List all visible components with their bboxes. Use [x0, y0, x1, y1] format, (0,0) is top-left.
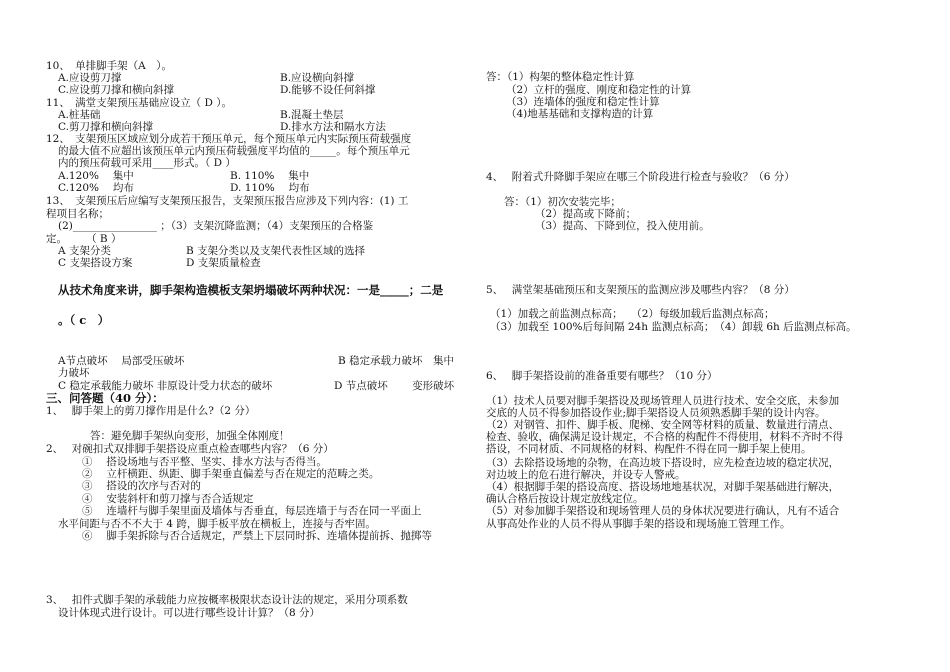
left-text-line: 10、 单排脚手架（A ）。 [46, 60, 172, 72]
right-text-line: （3）连墙体的强度和稳定性计算 [506, 96, 660, 108]
right-text-line: 5、 满堂架基础预压和支架预压的监测应涉及哪些内容？（8 分） [486, 284, 795, 296]
left-text-line: A 支架分类 [58, 245, 111, 257]
left-text-line: B. 110% 集中 [230, 170, 310, 182]
right-text-line: 搭设，不同材质、不同规格的材料、构配件不得在同一脚手架上使用。 [486, 443, 812, 455]
left-text-line: B.混凝土垫层 [280, 109, 344, 121]
right-text-line: （3）提高、下降到位，投入使用前。 [535, 220, 710, 232]
left-text-line: (2)________________ ；（3）支架沉降监测；（4）支架预压的合格鉴 [58, 220, 374, 232]
left-text-line: 设计体现式进行设计。可以进行哪些设计计算？（8 分） [58, 607, 321, 619]
left-text-line: D. 110% 均布 [230, 182, 310, 194]
left-text-line: 。（ c ） [58, 313, 110, 327]
left-text-line: 12、 支架预压区域应划分成若干预压单元，每个预压单元内实际预压荷载强度 [46, 133, 412, 145]
left-text-line: 三、问答题（40 分）： [46, 391, 164, 405]
left-text-line: 水平间距与否不不大于 4 跨，脚手板平放在横板上，连接与否牢固。 [58, 518, 376, 530]
right-text-line: （2）对钢管、扣件、脚手板、爬梯、安全网等材料的质量、数量进行清点、 [486, 419, 840, 431]
left-text-line: 内的预压荷载可采用____形式。（ D ） [58, 157, 236, 169]
left-text-line: 1、 脚手架上的剪刀撑作用是什么?（2 分） [46, 405, 256, 417]
left-text-line: 的最大值不应超出该预压单元内预压荷载强度平均值的_____。每个预压单元 [58, 145, 410, 157]
left-text-line: ⑥ 脚手架拆除与否合适规定，严禁上下层同时拆、连墙体提前拆、抛掷等 [82, 530, 432, 542]
left-text-line: 答：避免脚手架纵向变形，加强全体刚度！ [90, 430, 290, 442]
left-text-line: D 节点破坏 变形破坏 [334, 380, 455, 392]
right-text-line: 检查、验收，确保满足设计规定，不合格的构配件不得使用，材料不齐时不得 [486, 431, 843, 443]
left-text-line: 力破坏 [58, 367, 90, 379]
left-text-line: 2、 对碗扣式双排脚手架搭设应重点检查哪些内容？（6 分） [46, 443, 334, 455]
right-text-line: 答：（1）构架的整体稳定性计算 [486, 71, 635, 83]
left-text-line: C.应设剪刀撑和横向斜撑 [58, 84, 174, 96]
left-text-line: B 支架分类以及支架代表性区域的选择 [186, 245, 366, 257]
left-text-line: 11、 满堂支架预压基础应设立（ D ）。 [46, 97, 232, 109]
left-text-line: C 稳定承载能力破坏 非原设计受力状态的破坏 [58, 380, 273, 392]
left-text-line: 程项目名称； [46, 208, 109, 220]
left-text-line: 定。 （ B ） [46, 233, 122, 245]
left-text-line: ③ 搭设的次序与否对的 [82, 480, 201, 492]
right-text-line: （5）对参加脚手架搭设和现场管理人员的身体状况要进行确认，凡有不适合 [486, 505, 840, 517]
left-text-line: A.120% 集中 [58, 170, 134, 182]
right-text-line: 答：（1）初次安装完毕； [504, 196, 621, 208]
left-text-line: C.剪刀撑和横向斜撑 [58, 121, 153, 133]
right-text-line: 交底的人员不得参加搭设作业;脚手架搭设人员须熟悉脚手架的设计内容。 [486, 407, 826, 419]
left-text-line: D.能够不设任何斜撑 [280, 84, 376, 96]
left-text-line: B.应设横向斜撑 [280, 72, 355, 84]
right-text-line: 对边坡上的危石进行解决，并设专人警戒。 [486, 469, 686, 481]
right-text-line: 6、 脚手架搭设前的准备重要有哪些？（10 分） [486, 370, 718, 382]
left-text-line: A.应设剪刀撑 [58, 72, 122, 84]
right-text-line: （4)地基基础和支撑构造的计算 [506, 108, 654, 120]
left-text-line: ④ 安装斜杆和剪刀撑与否合适规定 [82, 493, 254, 505]
right-text-line: 确认合格后按设计规定放线定位。 [486, 493, 644, 505]
right-text-line: （2）立杆的强度、刚度和稳定性的计算 [506, 84, 692, 96]
right-text-line: 从事高处作业的人员不得从事脚手架的搭设和现场施工管理工作。 [486, 518, 791, 530]
left-text-line: C.120% 均布 [58, 182, 134, 194]
left-text-line: ① 搭设场地与否平整、坚实、排水方法与否得当。 [82, 456, 327, 468]
right-text-line: （2）提高或下降前； [535, 208, 637, 220]
right-text-line: （1）加载之前监测点标高； （2）每级加载后监测点标高； [490, 308, 775, 320]
left-text-line: D 支架质量检查 [186, 257, 261, 269]
left-text-line: 从技术角度来讲，脚手架构造模板支架坍塌破坏两种状况：一是_____；二是 [58, 283, 444, 297]
left-text-line: C 支架搭设方案 [58, 257, 133, 269]
right-text-line: （3）去除搭设场地的杂物，在高边坡下搭设时，应先检查边坡的稳定状况， [486, 457, 840, 469]
left-text-line: ② 立杆横距、纵距、脚手架垂直偏差与否在规定的范畴之类。 [82, 468, 380, 480]
right-text-line: （1）技术人员要对脚手架搭设及现场管理人员进行技术、安全交底，未参加 [486, 395, 840, 407]
right-text-line: 4、 附着式升降脚手架应在哪三个阶段进行检查与验收？（6 分） [486, 171, 795, 183]
right-text-line: （4）根据脚手架的搭设高度、搭设场地地基状况，对脚手架基础进行解决， [486, 481, 840, 493]
left-text-line: ⑤ 连墙杆与脚手架里面及墙体与否垂直，每层连墙于与否在同一平面上 [82, 505, 422, 517]
left-text-line: D.排水方法和隔水方法 [280, 121, 386, 133]
left-text-line: B 稳定承载力破坏 集中 [338, 355, 455, 367]
left-text-line: 3、 扣件式脚手架的承载能力应按概率极限状态设计法的规定，采用分项系数 [46, 594, 408, 606]
left-text-line: A.桩基础 [58, 109, 101, 121]
left-text-line: A节点破坏 局部受压破坏 [58, 355, 185, 367]
left-text-line: 13、 支架预压后应编写支架预压报告，支架预压报告应涉及下列内容：(1) 工 [46, 195, 409, 207]
right-text-line: （3）加载至 100%后每间隔 24h 监测点标高； （4）卸载 6h 后监测点标高。 [490, 321, 857, 333]
